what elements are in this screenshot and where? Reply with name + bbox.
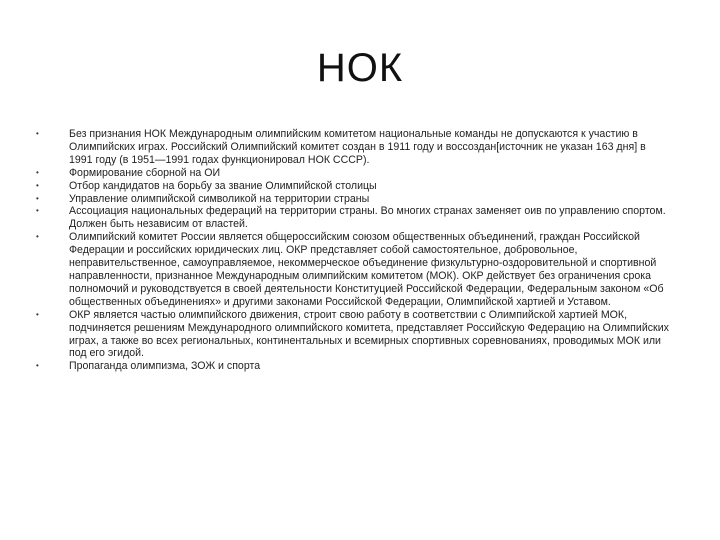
bullet-marker: • (36, 129, 39, 138)
bullet-item-federations-association (36, 205, 670, 231)
bullet-text: Отбор кандидатов на борьбу за звание Олимпийской столицы (69, 179, 377, 192)
bullet-marker: • (36, 167, 39, 177)
bullet-item-olympism-propaganda (36, 360, 670, 373)
bullet-item-nok-recognition (36, 128, 670, 167)
bullet-item-okr-description (36, 231, 670, 308)
bullet-text: ОКР является частью олимпийского движения, строит свою работу в соответствии с Олимпийской хартией МОК, подчиняется решениям Международного олимпийского комитета, представляет Российскую Федерацию на Олимпийских играх, а также во всех региональных, континентальных и всемирных спортивных соревнованиях, проводимых МОК или под его эгидой. (69, 308, 669, 360)
bullet-text: Олимпийский комитет России является общероссийским союзом общественных объединений, граждан Российской Федерации и российских юридических лиц. ОКР представляет собой самостоятельное, добровольное, неправительственное, самоуправляемое, некоммерческое объединение физкультурно-оздоровительной и спортивной направленности, признанное Международным олимпийским комитетом (МОК). ОКР действует без ограничения срока полномочий и руководствуется в своей деятельности Конституцией Российской Федерации, Федеральным законом «Об общественных объединениях» и другими законами Российской Федерации, Олимпийской хартией и Уставом. (69, 231, 664, 308)
bullet-text: Ассоциация национальных федераций на территории страны. Во многих странах заменяет оив по управлению спортом. Должен быть независим от властей. (69, 205, 666, 231)
bullet-marker: • (36, 193, 39, 203)
bullet-item-symbol-management (36, 193, 670, 206)
bullet-marker: • (36, 232, 39, 242)
bullet-marker: • (36, 180, 39, 190)
slide-title: НОК (316, 46, 404, 90)
bullet-text: Пропаганда олимпизма, ЗОЖ и спорта (69, 360, 261, 373)
bullet-text: Формирование сборной на ОИ (69, 166, 221, 179)
bullet-item-candidate-selection (36, 180, 670, 193)
bullet-marker: • (36, 361, 39, 371)
bullet-item-okr-olympic-movement (36, 309, 670, 361)
bullet-marker: • (36, 206, 39, 216)
bullet-text: Без признания НОК Международным олимпийским комитетом национальные команды не допускаются к участию в Олимпийских играх. Российский Олимпийский комитет создан в 1911 году и воссоздан[источник не указан 163 дня] в 1991 году (в 1951—1991 годах функционировал НОК СССР). (69, 128, 646, 166)
bullet-text: Управление олимпийской символикой на территории страны (69, 192, 370, 205)
bullet-marker: • (36, 309, 39, 319)
bullet-item-team-formation (36, 167, 670, 180)
bullet-list (36, 128, 670, 373)
